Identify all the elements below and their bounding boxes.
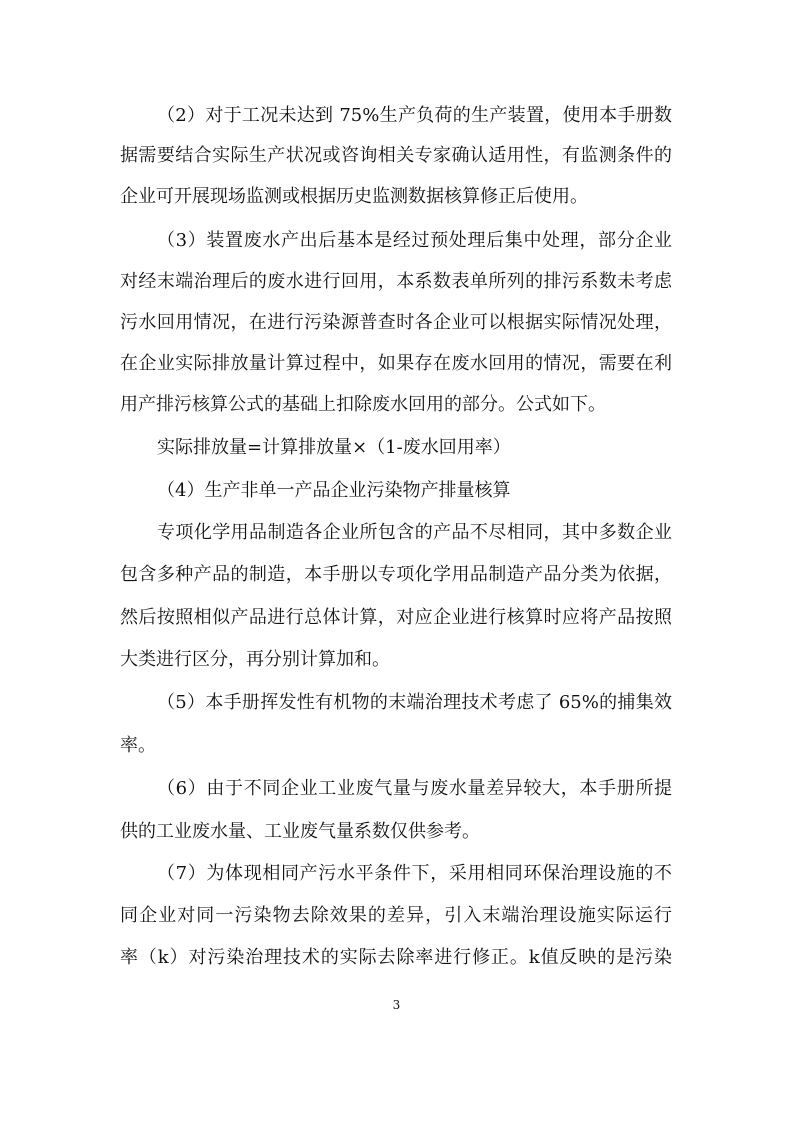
paragraph-4-heading: （4）生产非单一产品企业污染物产排量核算 [157,480,511,501]
paragraph-2-line-2: 据需要结合实际生产状况或咨询相关专家确认适用性，有监测条件的 [120,145,672,166]
paragraph-3-line-5: 用产排污核算公式的基础上扣除废水回用的部分。公式如下。 [120,394,606,415]
formula-line: 实际排放量=计算排放量×（1-废水回用率） [157,437,511,458]
paragraph-7-line-2: 同企业对同一污染物去除效果的差异，引入末端治理设施实际运行 [120,905,672,926]
paragraph-7-line-1: （7）为体现相同产污水平条件下，采用相同环保治理设施的不 [157,863,672,884]
paragraph-4-line-2: 包含多种产品的制造，本手册以专项化学用品制造产品分类为依据， [120,564,672,585]
paragraph-3-line-1: （3）装置废水产出后基本是经过预处理后集中处理，部分企业 [157,230,672,251]
paragraph-7-line-3: 率（k）对污染治理技术的实际去除率进行修正。k值反映的是污染 [120,947,672,968]
paragraph-3-line-2: 对经末端治理后的废水进行回用，本系数表单所列的排污系数未考虑 [120,271,672,292]
paragraph-2-line-3: 企业可开展现场监测或根据历史监测数据核算修正后使用。 [120,186,588,207]
paragraph-2-line-1: （2）对于工况未达到 75%生产负荷的生产装置，使用本手册数 [157,105,672,126]
paragraph-5-line-1: （5）本手册挥发性有机物的末端治理技术考虑了 65%的捕集效 [157,692,672,713]
paragraph-4-line-1: 专项化学用品制造各企业所包含的产品不尽相同，其中多数企业 [157,522,672,543]
paragraph-3-line-4: 在企业实际排放量计算过程中，如果存在废水回用的情况，需要在利 [120,353,672,374]
paragraph-6-line-1: （6）由于不同企业工业废气量与废水量差异较大，本手册所提 [157,778,672,799]
page-number: 3 [392,998,401,1012]
paragraph-5-line-2: 率。 [120,735,156,756]
paragraph-4-line-4: 大类进行区分，再分别计算加和。 [120,649,390,670]
paragraph-4-line-3: 然后按照相似产品进行总体计算，对应企业进行核算时应将产品按照 [120,607,672,628]
paragraph-3-line-3: 污水回用情况，在进行污染源普查时各企业可以根据实际情况处理， [120,312,672,333]
paragraph-6-line-2: 供的工业废水量、工业废气量系数仅供参考。 [120,821,480,842]
